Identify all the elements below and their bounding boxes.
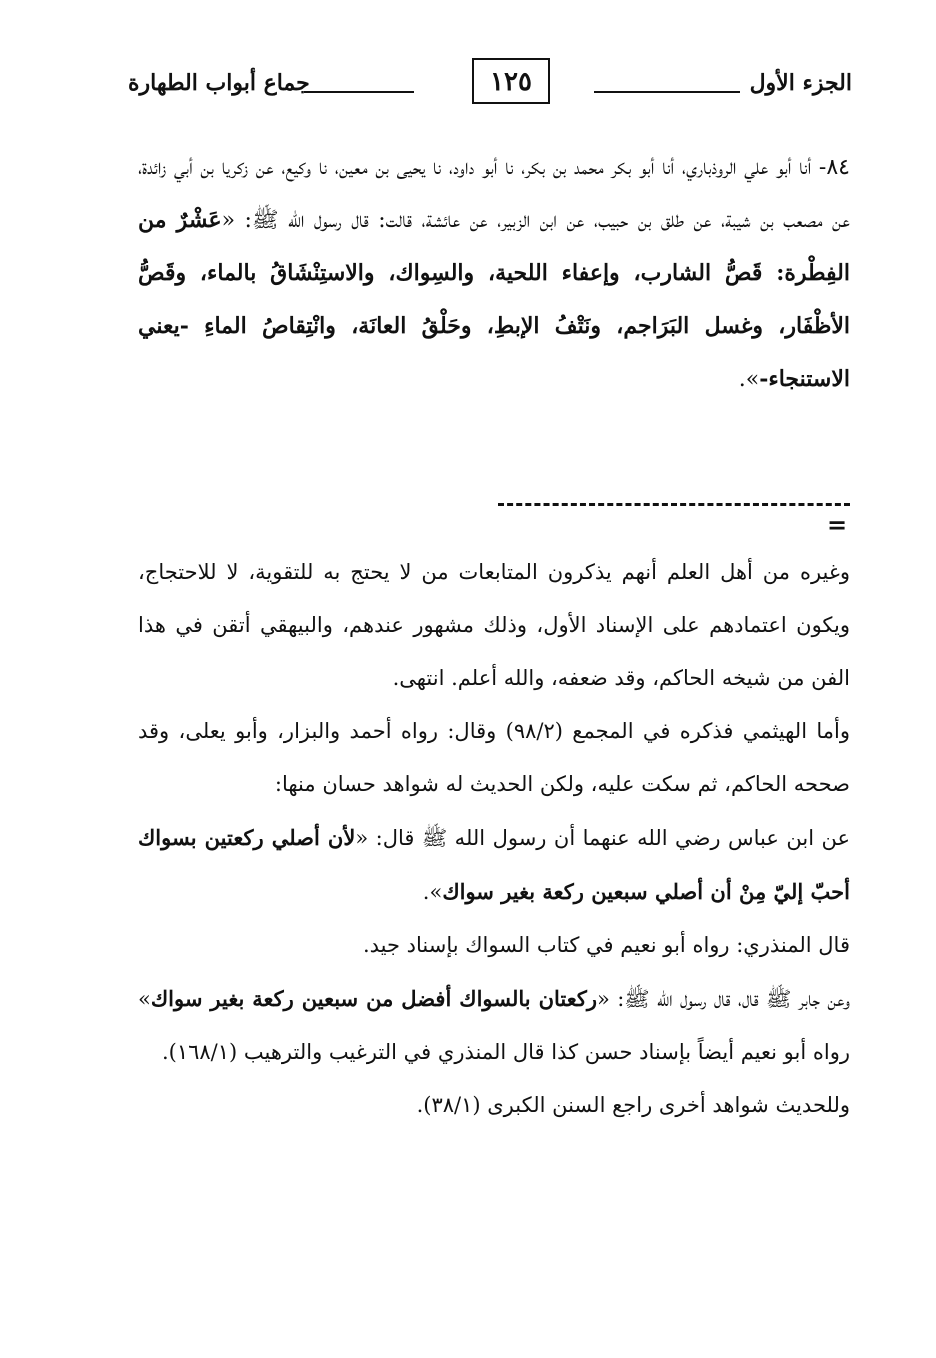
note-text: عن ابن عباس رضي الله عنهما أن رسول الله ﷺ قال: « [355, 826, 851, 850]
hadith-isnad: ٨٤- أنا أبو علي الروذباري، أنا أبو بكر محمد بن بكر، نا أبو داود، نا يحيى بن معين، نا وكيع، عن زكريا بن أبي زائدة، عن مصعب بن شيبة، عن طلق بن حبيب، عن ابن الزبير، عن عائشة، قالت: قال رسول الله ﷺ: « [138, 155, 850, 233]
running-header [128, 58, 852, 114]
header-rule-left [304, 91, 414, 93]
part-label: الجزء الأول [749, 70, 852, 96]
note-text: وعن جابر ﷺ قال، قال رسول الله ﷺ: « [597, 987, 850, 1011]
hadith-84 [138, 142, 850, 406]
header-rule-right [594, 91, 740, 93]
note-paragraph: وغيره من أهل العلم أنهم يذكرون المتابعات من لا يحتج به للتقوية، لا للاحتجاج، ويكون اعتمادهم على الإسناد الأول، وذلك مشهور عندهم، والبيهقي أتقن في هذا الفن من شيخه الحاكم، وقد ضعفه، والله أعلم. انتهى. [138, 560, 850, 690]
hadith-close: ». [738, 367, 760, 392]
note-text: » رواه أبو نعيم أيضاً بإسناد حسن كذا قال المنذري في الترغيب والترهيب (١٦٨/١). [138, 987, 850, 1064]
note-paragraph: وللحديث شواهد أخرى راجع السنن الكبرى (٣٨/١). [416, 1093, 850, 1117]
footnotes [138, 546, 850, 1132]
note-paragraph: قال المنذري: رواه أبو نعيم في كتاب السواك بإسناد جيد. [362, 933, 850, 957]
hadith-matn: عَشْرٌ من الفِطْرة: قَصُّ الشارب، وإعفاء اللحية، والسِواك، والاستِنْشَاقُ بالماء، وقَصُّ الأظْفَار، وغسل البَرَاجم، ونَتْفُ الإبطِ، وحَلْقُ العانَة، وانْتِقاصُ الماءِ -يعني الاستنجاء- [138, 207, 850, 392]
quoted-hadith: ركعتان بالسواك أفضل من سبعين ركعة بغير سواك [150, 986, 598, 1011]
section-title: جماع أبواب الطهارة [128, 70, 310, 96]
note-text: ». [422, 880, 443, 904]
note-paragraph [138, 972, 850, 1079]
page-number: ١٢٥ [472, 58, 550, 104]
note-paragraph: وأما الهيثمي فذكره في المجمع (٩٨/٢) وقال: رواه أحمد والبزار، وأبو يعلى، وقد صححه الحاكم، ثم سكت عليه، ولكن الحديث له شواهد حسان منها: [138, 719, 851, 796]
note-paragraph [138, 811, 850, 919]
continuation-mark: = [827, 510, 848, 539]
footnote-divider [498, 503, 850, 506]
quoted-hadith: لأن أصلي ركعتين بسواك أحبّ إليّ مِنْ أن أصلي سبعين ركعة بغير سواك [138, 825, 850, 904]
